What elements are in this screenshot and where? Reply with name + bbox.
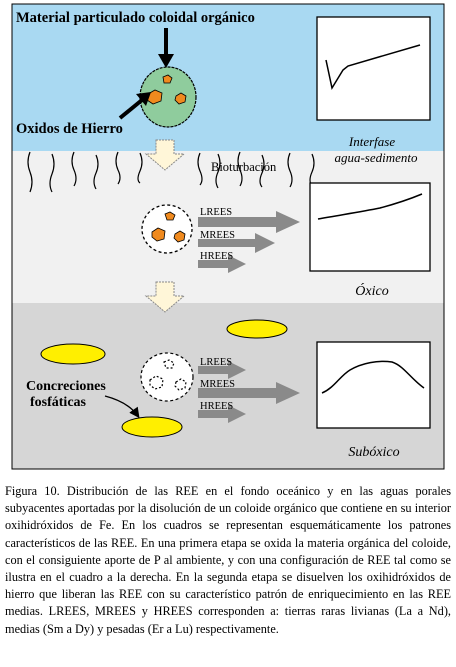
phosphatic-concretion bbox=[41, 344, 105, 364]
lrees-label-suboxic: LREES bbox=[200, 357, 233, 368]
suboxic-label: Subóxico bbox=[348, 445, 400, 460]
colloid-title: Material particulado coloidal orgánico bbox=[16, 10, 255, 26]
concretions-label-line1: Concreciones bbox=[26, 379, 106, 394]
phosphatic-concretion bbox=[227, 320, 287, 338]
figure-caption: Figura 10. Distribución de las REE en el fondo oceánico y en las aguas porales subyacentes aportadas por la disolución de un coloide orgánico que contiene en su interior oxihidróxidos de Fe. En los cuadros se representan esquemáticamente los patrones característicos de las REE. En una primera etapa se oxida la materia orgánica del coloide, con el consiguiente aporte de P al ambiente, y con una configuración de REE tal como se ilustra en el cuadro a la derecha. En la segunda etapa se disuelven los oxihidróxidos de hierro que liberan las REE con su característico patrón de enriquecimiento en las REE medias. LREES, MREES y HREES corresponden a: tierras raras livianas (La a Nd), medias (Sm a Dy) y pesadas (Er a Lu) respectivamente. bbox=[5, 484, 451, 636]
mrees-label-suboxic: MREES bbox=[200, 379, 236, 390]
phosphatic-concretion bbox=[122, 417, 182, 437]
lrees-label-oxic: LREES bbox=[200, 207, 233, 218]
hrees-label-suboxic: HREES bbox=[200, 401, 234, 412]
bioturbation-label: Bioturbación bbox=[211, 160, 277, 174]
hrees-label-oxic: HREES bbox=[200, 251, 234, 262]
ree-pattern-box-oxic bbox=[310, 183, 430, 271]
concretions-label-line2: fosfáticas bbox=[30, 395, 86, 410]
colloid-oxic bbox=[142, 205, 192, 253]
iron-oxide-label: Oxidos de Hierro bbox=[16, 121, 123, 137]
mrees-label-oxic: MREES bbox=[200, 230, 236, 241]
oxic-label: Óxico bbox=[355, 284, 389, 299]
colloid-suboxic bbox=[141, 353, 193, 401]
interface-label-line1: Interfase bbox=[348, 134, 396, 149]
ree-pattern-box-water bbox=[317, 17, 430, 120]
interface-label-line2: agua-sedimento bbox=[334, 150, 418, 165]
